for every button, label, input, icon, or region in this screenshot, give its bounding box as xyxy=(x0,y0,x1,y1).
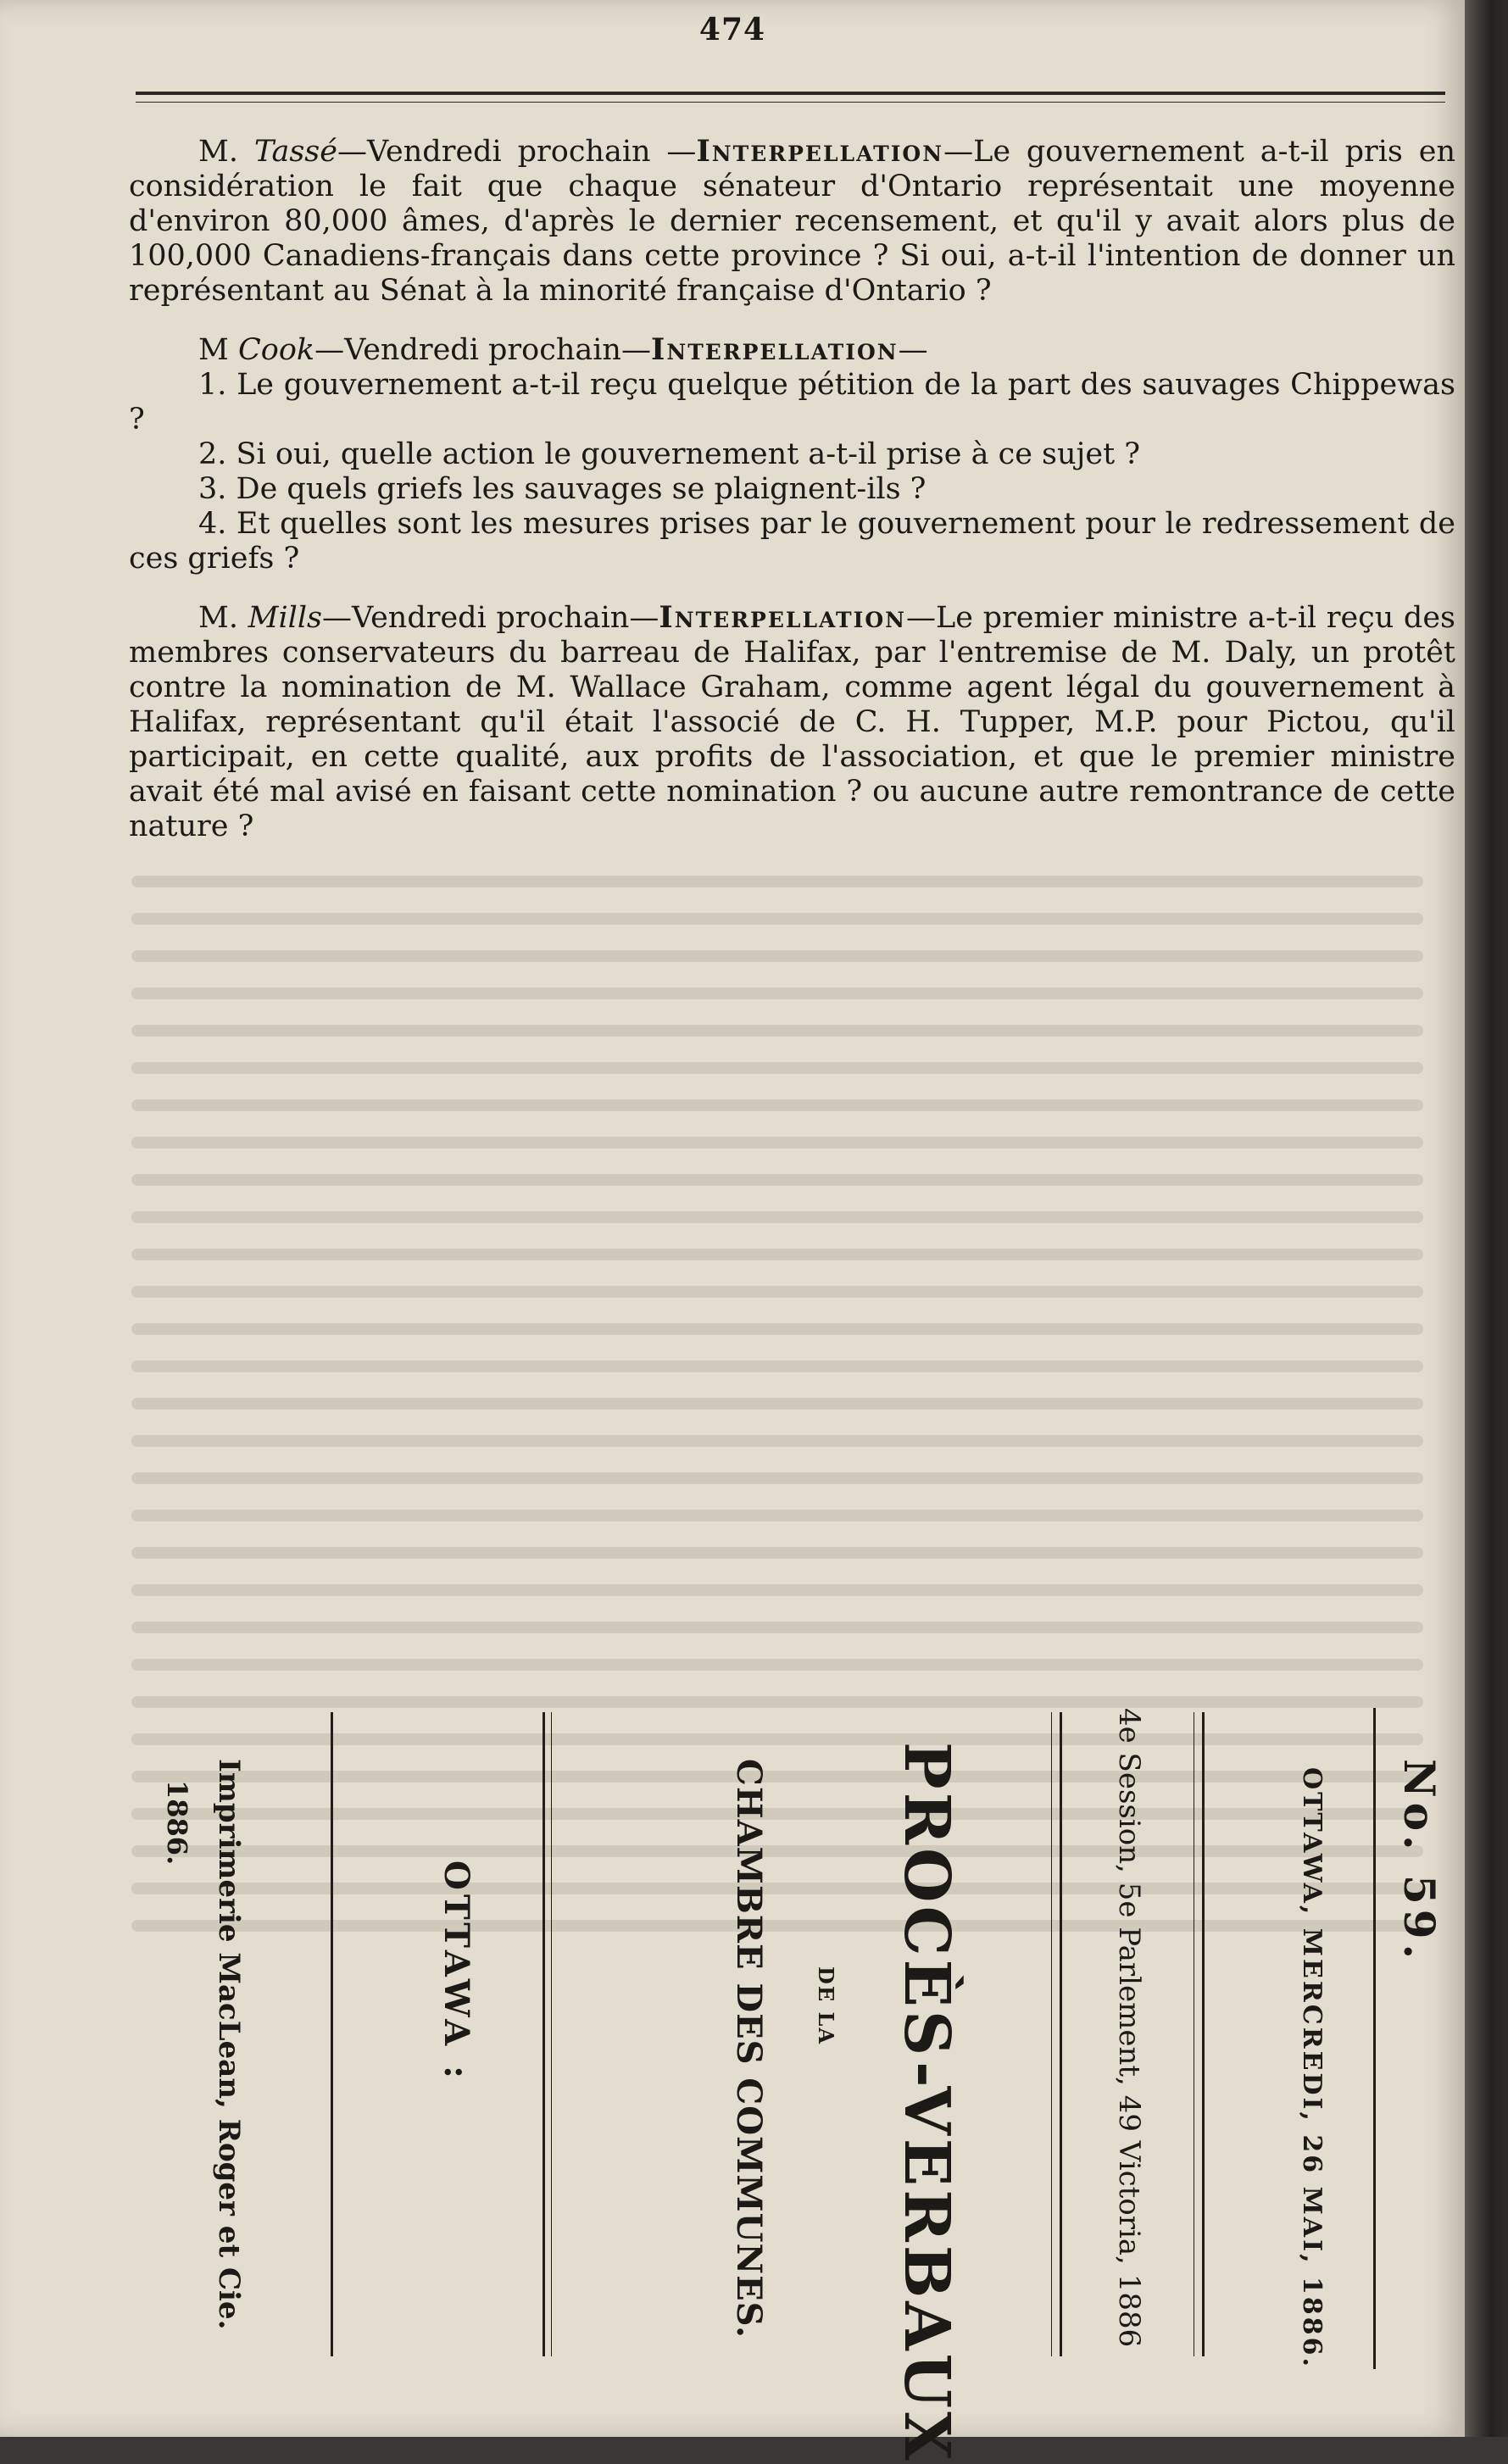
interpellation-label: Interpellation xyxy=(650,332,899,367)
interpellation-mills xyxy=(129,600,1455,844)
header-rule xyxy=(136,92,1445,95)
header-rule-thin xyxy=(136,102,1445,103)
cover-rule xyxy=(331,1712,333,2356)
interpellation-tasse xyxy=(129,134,1455,309)
interpellation-text: —Le gouvernement a-t-il pris en considération le fait que chaque sénateur d'Ontario représentait une moyenne d'environ 80,000 âmes, d'après le dernier recensement, et qu'il y avait alors plus de 100,000 Canadiens-français dans cette province ? Si oui, a-t-il l'intention de donner un représentant au Sénat à la minorité française d'Ontario ? xyxy=(129,135,1455,308)
question-1: 1. Le gouvernement a-t-il reçu quelque pétition de la part des sauvages Chippewas ? xyxy=(129,368,1455,437)
cover-chamber: CHAMBRE DES COMMUNES. xyxy=(729,1759,769,2339)
cover-block xyxy=(161,1691,1458,2464)
speaker-name: Mills xyxy=(248,601,322,635)
cover-rule-thin xyxy=(1051,1712,1052,2356)
heading-pre: —Vendredi prochain— xyxy=(314,333,651,367)
interpellation-cook xyxy=(129,332,1455,368)
book-gutter xyxy=(1465,0,1508,2437)
speaker-prefix: M. xyxy=(198,135,238,169)
interpellation-text: — xyxy=(898,333,928,367)
cover-city: OTTAWA : xyxy=(437,1861,476,2083)
interpellation-label: Interpellation xyxy=(696,134,944,169)
interpellation-label: Interpellation xyxy=(659,600,906,635)
speaker-name: Cook xyxy=(237,333,315,367)
cover-year: 1886. xyxy=(161,1780,193,1866)
cover-rule xyxy=(1060,1712,1062,2356)
cover-title: PROCÈS-VERBAUX xyxy=(890,1742,963,2464)
cover-rule xyxy=(1373,1708,1376,2369)
question-4: 4. Et quelles sont les mesures prises par le gouvernement pour le redressement de ces griefs ? xyxy=(129,507,1455,576)
cover-de-la: DE LA xyxy=(814,1966,838,2045)
question-3: 3. De quels griefs les sauvages se plaignent-ils ? xyxy=(198,472,927,506)
question-2: 2. Si oui, quelle action le gouvernement a-t-il prise à ce sujet ? xyxy=(198,437,1141,471)
session-line: 4e Session, 5e Parlement, 49 Victoria, 1886 xyxy=(1112,1708,1146,2348)
interpellations-section xyxy=(129,134,1455,868)
cover-rule-thin xyxy=(551,1712,552,2356)
speaker-name: Tassé xyxy=(253,135,337,169)
issue-number: No. 59. xyxy=(1394,1759,1444,1964)
speaker-prefix: M. xyxy=(198,601,238,635)
cover-printer: Imprimerie MacLean, Roger et Cie. xyxy=(212,1759,246,2330)
interpellation-text: —Le premier ministre a-t-il reçu des membres conservateurs du barreau de Halifax, par l'entremise de M. Daly, un protêt contre la nomination de M. Wallace Graham, comme agent légal du gouvernement à Halifax, représentant qu'il était l'associé de C. H. Tupper, M.P. pour Pictou, qu'il participait, en cette qualité, aux profits de l'association, et que le premier ministre avait été mal avisé en faisant cette nomination ? ou aucune autre remontrance de cette nature ? xyxy=(129,601,1456,843)
heading-pre: —Vendredi prochain— xyxy=(322,601,659,635)
speaker-prefix: M xyxy=(198,333,229,367)
cover-rule xyxy=(1202,1712,1205,2356)
heading-pre: —Vendredi prochain — xyxy=(337,135,697,169)
date-line: OTTAWA, MERCREDI, 26 MAI, 1886. xyxy=(1297,1767,1327,2369)
cover-rule xyxy=(543,1712,545,2356)
page-number: 474 xyxy=(698,12,766,47)
